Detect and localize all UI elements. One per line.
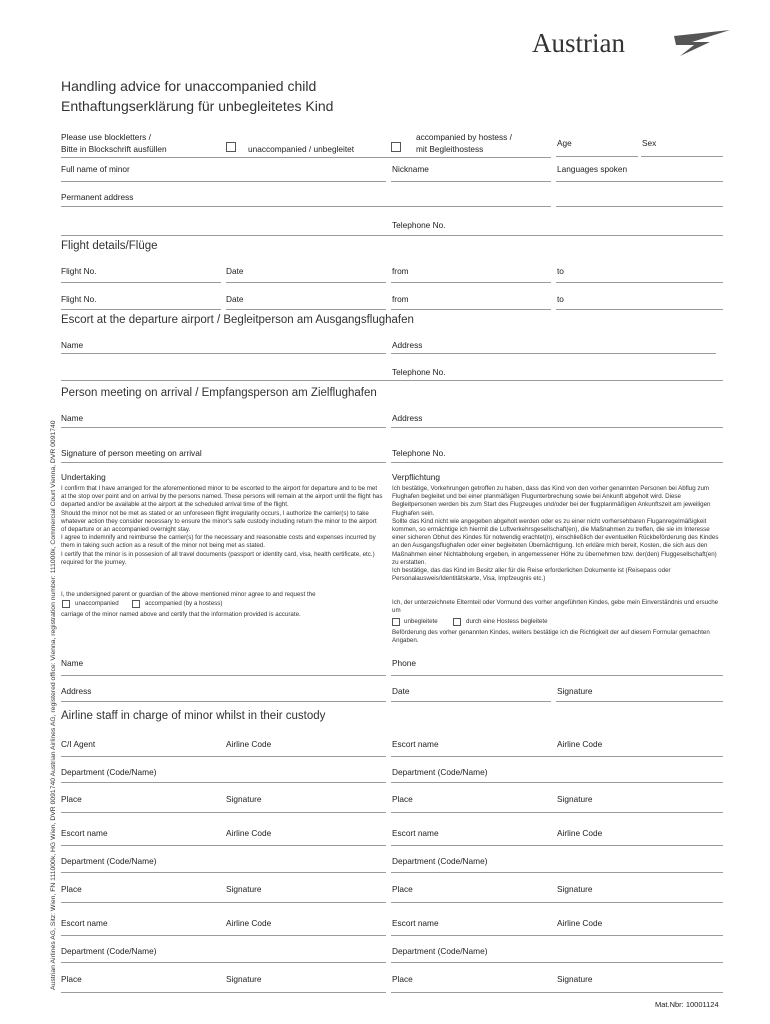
permanent-address-field[interactable] [61, 206, 551, 207]
department-label-2b: Department (Code/Name) [392, 856, 488, 866]
escort-address-label: Address [392, 340, 423, 350]
date-label-2: Date [226, 294, 244, 304]
undertaking-heading: Undertaking [61, 472, 106, 482]
age-label: Age [557, 138, 572, 148]
to-label-1: to [557, 266, 564, 276]
flight-row-2-c[interactable] [391, 309, 551, 310]
opt-unaccompanied-label: unaccompanied [75, 600, 119, 607]
opt-unbegleitete-label: unbegleitete [404, 618, 438, 625]
meeting-name-field[interactable] [61, 427, 386, 428]
signature-label-3a: Signature [226, 974, 262, 984]
signature-label-1b: Signature [557, 794, 593, 804]
staff-dept-1-right[interactable] [391, 782, 723, 783]
staff-dept-3-left[interactable] [61, 962, 386, 963]
escort-name-label-1: Escort name [392, 739, 439, 749]
escort-name-field[interactable] [61, 353, 386, 354]
permanent-address-field-2[interactable] [556, 206, 723, 207]
languages-label: Languages spoken [557, 164, 628, 174]
guardian-address-field[interactable] [61, 701, 386, 702]
meeting-signature-field[interactable] [61, 462, 386, 463]
hostess-checkbox[interactable] [391, 142, 401, 152]
staff-sign-3-right[interactable] [391, 992, 723, 993]
opt-unaccompanied-checkbox[interactable] [62, 600, 70, 608]
place-label-3a: Place [61, 974, 82, 984]
meeting-address-field[interactable] [391, 427, 723, 428]
flight-row-1-b[interactable] [226, 282, 386, 283]
staff-row-3-right[interactable] [391, 935, 723, 936]
staff-sign-3-left[interactable] [61, 992, 386, 993]
header-divider [61, 157, 551, 158]
signature-label-2b: Signature [557, 884, 593, 894]
full-name-field[interactable] [61, 181, 386, 182]
airline-code-label-1b: Airline Code [557, 739, 603, 749]
staff-row-1-right[interactable] [391, 756, 723, 757]
signature-label-3b: Signature [557, 974, 593, 984]
flight-no-label-1: Flight No. [61, 266, 97, 276]
blockletters-label: Please use blockletters / [61, 132, 151, 142]
flight-row-2-b[interactable] [226, 309, 386, 310]
mat-nbr: Mat.Nbr: 10001124 [655, 1000, 719, 1009]
to-label-2: to [557, 294, 564, 304]
sex-label: Sex [642, 138, 657, 148]
escort-name-label-3b: Escort name [392, 918, 439, 928]
opt-hostess-label: durch eine Hostess begleitete [466, 618, 548, 625]
department-label-2a: Department (Code/Name) [61, 856, 157, 866]
flight-row-1-a[interactable] [61, 282, 221, 283]
meeting-signature-label: Signature of person meeting on arrival [61, 448, 202, 458]
meeting-telephone-label: Telephone No. [392, 448, 446, 458]
escort-telephone-label: Telephone No. [392, 367, 446, 377]
flight-row-1-c[interactable] [391, 282, 551, 283]
staff-sign-1-left[interactable] [61, 812, 386, 813]
escort-departure-heading: Escort at the departure airport / Begleitperson am Ausgangsflughafen [61, 314, 414, 326]
from-label-1: from [392, 266, 409, 276]
place-label-1b: Place [392, 794, 413, 804]
staff-row-3-left[interactable] [61, 935, 386, 936]
guardian-phone-label: Phone [392, 658, 416, 668]
airline-code-label-3a: Airline Code [226, 918, 272, 928]
meeting-address-label: Address [392, 413, 423, 423]
department-label-3b: Department (Code/Name) [392, 946, 488, 956]
place-label-2b: Place [392, 884, 413, 894]
opt-accompanied-checkbox[interactable] [132, 600, 140, 608]
guardian-phone-field[interactable] [391, 675, 723, 676]
undertaking-text-en: I confirm that I have arranged for the aforementioned minor to be escorted to the airport for departure and to be met at the stop over point and on arrival by the persons named. These persons will remain at the airport until the flight has departed and/or be available at the airport at the scheduled arrival time of the flight. Should the minor not be met as stated or an unforeseen flight irregularity occurs, I authorize the carrier(s) to take whatever action they consider necessary to ensure the minor's safe custody including return the minor to the airport of departure or an accompanied overnight stay. I agree to indemnify and reimburse the carrier(s) for the necessary and reasonable costs and expenses incurred by them in taking such action as a result of the minor not being met as stated. I certify that the minor is in possesion of all travel documents (passport or identity card, visa, health certificate, etc.) required for the journey. [61, 485, 383, 566]
meeting-heading: Person meeting on arrival / Empfangsperson am Zielflughafen [61, 387, 377, 399]
guardian-date-label: Date [392, 686, 410, 696]
flight-row-2-a[interactable] [61, 309, 221, 310]
flight-no-label-2: Flight No. [61, 294, 97, 304]
sex-field[interactable] [641, 156, 723, 157]
place-label-1a: Place [61, 794, 82, 804]
unaccompanied-label: unaccompanied / unbegleitet [248, 144, 355, 154]
department-label-1b: Department (Code/Name) [392, 767, 488, 777]
airline-code-label-1a: Airline Code [226, 739, 272, 749]
date-label-1: Date [226, 266, 244, 276]
escort-name-label: Name [61, 340, 84, 350]
title-de: Enthaftungserklärung für unbegleitetes Kind [61, 98, 334, 114]
opt-unbegleitete-checkbox[interactable] [392, 618, 400, 626]
guardian-date-field[interactable] [391, 701, 551, 702]
staff-heading: Airline staff in charge of minor whilst in their custody [61, 710, 326, 722]
staff-dept-1-left[interactable] [61, 782, 386, 783]
escort-name-label-3a: Escort name [61, 918, 108, 928]
place-label-3b: Place [392, 974, 413, 984]
guardian-address-label: Address [61, 686, 92, 696]
airline-code-label-2b: Airline Code [557, 828, 603, 838]
escort-name-label-2a: Escort name [61, 828, 108, 838]
from-label-2: from [392, 294, 409, 304]
undertaking-certify-de: Beförderung des vorher genannten Kindes, weiters bestätige ich die Richtigkeit der auf diesem Formular gemachten Angaben. [392, 629, 710, 645]
opt-hostess-checkbox[interactable] [453, 618, 461, 626]
hostess-label-2: mit Begleithostess [416, 144, 484, 154]
flight-heading: Flight details/Flüge [61, 240, 158, 252]
meeting-name-label: Name [61, 413, 84, 423]
blockschrift-label: Bitte in Blockschrift ausfüllen [61, 144, 167, 154]
staff-sign-1-right[interactable] [391, 812, 723, 813]
hostess-label-1: accompanied by hostess / [416, 132, 512, 142]
staff-dept-3-right[interactable] [391, 962, 723, 963]
staff-sign-2-right[interactable] [391, 902, 723, 903]
nickname-field[interactable] [391, 181, 551, 182]
permanent-address-label: Permanent address [61, 192, 134, 202]
verpflichtung-heading: Verpflichtung [392, 472, 440, 482]
undertaking-certify-en: carriage of the minor named above and certify that the information provided is accurate. [61, 611, 301, 618]
staff-row-2-left[interactable] [61, 845, 386, 846]
meeting-telephone-field[interactable] [391, 462, 723, 463]
flight-row-2-d[interactable] [556, 309, 723, 310]
nickname-label: Nickname [392, 164, 429, 174]
signature-label-1a: Signature [226, 794, 262, 804]
department-label-3a: Department (Code/Name) [61, 946, 157, 956]
staff-dept-2-left[interactable] [61, 872, 386, 873]
languages-field[interactable] [556, 181, 723, 182]
guardian-name-field[interactable] [61, 675, 386, 676]
undertaking-agree-de: Ich, der unterzeichnete Elternteil oder Vormund des vorher angeführten Kindes, gebe mein Einverständnis und ersuche um [392, 599, 719, 615]
unaccompanied-checkbox[interactable] [226, 142, 236, 152]
staff-dept-2-right[interactable] [391, 872, 723, 873]
escort-telephone-field[interactable] [61, 380, 723, 381]
airline-code-label-2a: Airline Code [226, 828, 272, 838]
chevron-logo-icon [672, 28, 732, 58]
guardian-name-label: Name [61, 658, 84, 668]
staff-row-2-right[interactable] [391, 845, 723, 846]
airline-code-label-3b: Airline Code [557, 918, 603, 928]
department-label-1a: Department (Code/Name) [61, 767, 157, 777]
ci-agent-label: C/I Agent [61, 739, 96, 749]
sidebar-legal-text: Austrian Airlines AG, Sitz: Wien, FN 111000k, HG Wien, DVR 0091740 Austrian Airlines AG, registered office: Vienna, registration number: 111000k, Commercial Court Vienna, DVR 0091740 [50, 420, 57, 990]
brand-name: Austrian [532, 28, 625, 58]
title-en: Handling advice for unaccompanied child [61, 78, 317, 94]
place-label-2a: Place [61, 884, 82, 894]
escort-address-field[interactable] [391, 353, 716, 354]
signature-label-2a: Signature [226, 884, 262, 894]
guardian-signature-field[interactable] [556, 701, 723, 702]
opt-accompanied-label: accompanied (by a hostess) [145, 600, 223, 607]
undertaking-agree-en: I, the undersigned parent or guardian of the above mentioned minor agree to and request the [61, 591, 316, 598]
telephone-label: Telephone No. [392, 220, 446, 230]
age-field[interactable] [556, 156, 638, 157]
staff-row-1-left[interactable] [61, 756, 386, 757]
telephone-field[interactable] [61, 235, 723, 236]
undertaking-text-de: Ich bestätige, Vorkehrungen getroffen zu haben, dass das Kind von den vorher genannten Personen bei Abflug zum Flughafen begleitet und bei einer planmäßigen Flugunterbrechung sowie bei Ankunft abgeholt wird. Diese Begleitpersonen werden bis zum Start des Flugzeuges und/oder bei der flugplanmäßigen Ankunftszeit am jeweiligen Flughafen sein. Sollte das Kind nicht wie angegeben abgeholt werden oder es zu einer nicht vorhersehbaren Fluganregelmäßigkeit kommen, so ermächtige ich hiermit die Luftverkehrsgesellschaft(en), die Maßnahmen zu treffen, die sie im Interesse einer sicheren Obhut des Kindes für notwendig erachtet(n), einschließlich der eventuellen Rückbeförderung des Kindes an den Ausgangsflughafen oder einer begleiteten Übernächtigung. Ich erkläre mich bereit, Kosten, die sich aus den Maßnahmen einer Nichtabholung ergeben, in angemessener Höhe zu übernehmen bzw. der(den) Fluggesellschaft(en) zu erstatten. Ich bestätige, das das Kind im Besitz aller für die Reise erforderlichen Dokumente ist (Reisepass oder Personalausweis/Identitätskarte, Visa, Impfzeugnis etc.) [392, 485, 719, 583]
escort-name-label-2b: Escort name [392, 828, 439, 838]
flight-row-1-d[interactable] [556, 282, 723, 283]
austrian-logo [532, 26, 727, 62]
guardian-signature-label: Signature [557, 686, 593, 696]
staff-sign-2-left[interactable] [61, 902, 386, 903]
full-name-label: Full name of minor [61, 164, 130, 174]
